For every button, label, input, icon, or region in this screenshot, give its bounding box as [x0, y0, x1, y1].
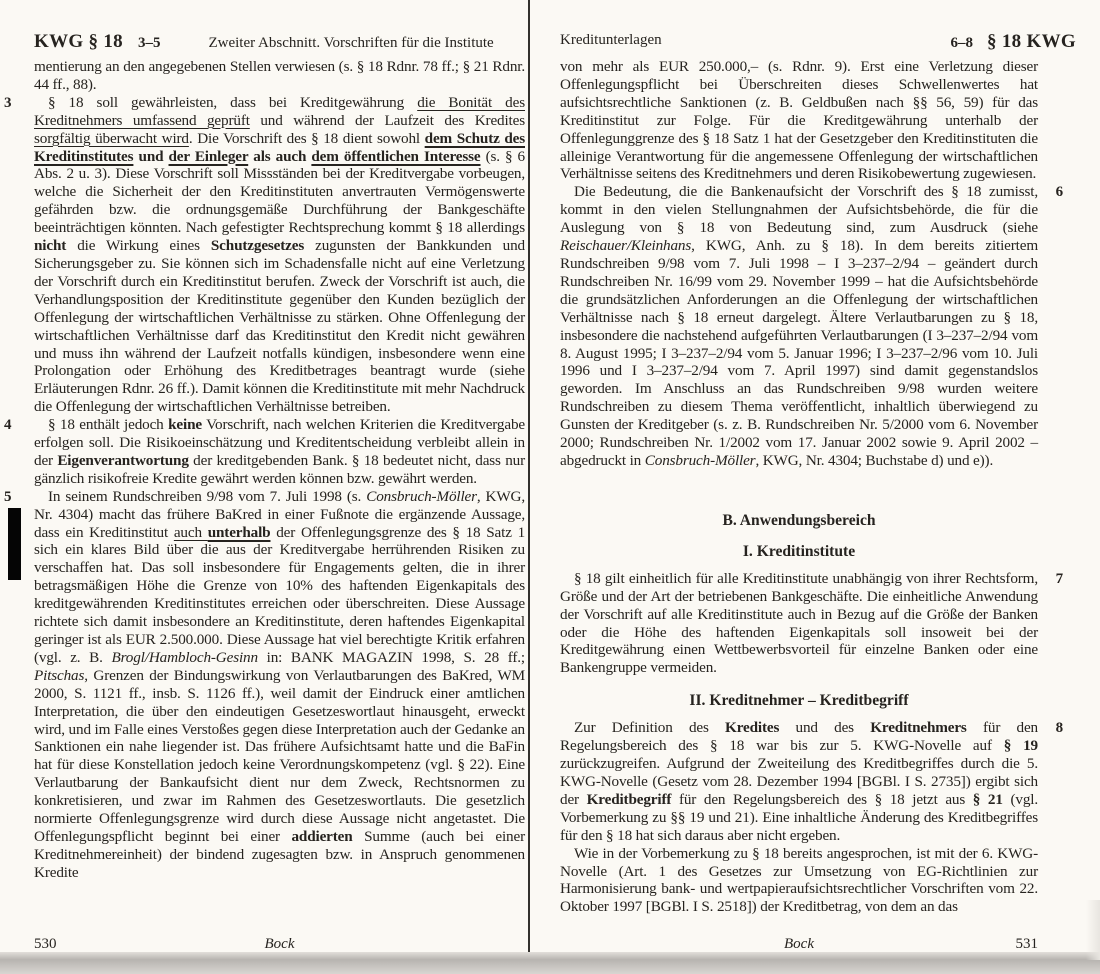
- paragraph-8: 8 Zur Definition des Kredites und des Kreditnehmers für den Regelungsbereich des § 18 war bis zur 5. KWG-Novelle auf § 19 zurückzugreifen. Aufgrund der Zweiteilung des Kreditbegriffes durch die 5. KWG-Novelle (Gesetz vom 28. Dezember 1994 [BGBl. I S. 2735]) ergibt sich der Kreditbegriff für den Regelungsbereich des § 18 jetzt aus § 21 (vgl. Vorbemerkung zu §§ 19 und 21). Eine inhaltliche Änderung des Kreditbegriffes für den § 18 hat sich daraus aber nicht ergeben.: [560, 719, 1063, 844]
- change-marker-bar: [8, 508, 21, 580]
- paragraph-last: Wie in der Vorbemerkung zu § 18 bereits angesprochen, ist mit der 6. KWG-Novelle (Art. 1 des Gesetzes zur Umsetzung von EG-Richtlinien zur Harmonisierung bank- und wertpapieraufsichtsrechtlicher Vorschriften vom 22. Oktober 1997 [BGBl. I S. 2518]) der Kreditbetrag, von dem an das: [560, 844, 1038, 916]
- paragraph-6: 6 Die Bedeutung, die die Bankenaufsicht der Vorschrift des § 18 zumisst, kommt in den vielen Stellungnahmen der Aufsichtsbehörde, die für die Auslegung von § 18 von Bedeutung sind, zum Ausdruck (siehe Reischauer/Kleinhans, KWG, Anh. zu § 18). In dem bereits zitiertem Rundschreiben 9/98 vom 7. Juli 1998 – I 3–237–2/94 – geändert durch Rundschreiben Nr. 16/99 vom 29. November 1999 – hat die Aufsichtsbehörde die grundsätzlichen Anforderungen an die Offenlegung der wirtschaftlichen Verhältnisse nach § 18 erneut dargelegt. Ältere Verlautbarungen zu § 18, insbesondere die nachstehend aufgeführten Verlautbarungen (I 3–237–2/94 vom 8. August 1995; I 3–237–2/94 vom 5. Januar 1996; I 3–237–2/96 vom 10. Juli 1996 und I 3–237–2/94 vom 7. April 1997) sind damit gegenstandslos geworden. Im Anschluss an das Rundschreiben 9/98 wurden weitere Rundschreiben zu diesem Thema veröffentlicht, inhaltlich überwiegend zu Gunsten der Kreditgeber (s. z. B. Rundschreiben Nr. 5/2000 vom 6. November 2000; Rundschreiben Nr. 1/2002 vom 17. Januar 2002 sowie 9. April 2002 – abgedruckt in Consbruch-Möller, KWG, Nr. 4304; Buchstabe d) und e)).: [560, 183, 1063, 469]
- paragraph-4: 4 § 18 enthält jedoch keine Vorschrift, nach welchen Kriterien die Kreditvergabe erfolgen soll. Die Risikoeinschätzung und Kreditentscheidung verbleibt allein in der Eigenverantwortung der kreditgebenden Bank. § 18 bedeutet nicht, dass nur gänzlich risikofreie Kredite gewährt werden können bzw. gewährt werden.: [4, 416, 525, 487]
- kwg-paragraph-code: § 18 KWG: [987, 31, 1076, 52]
- right-page: [531, 0, 1100, 974]
- margin-number-7: 7: [1055, 570, 1063, 587]
- right-page-footer: [560, 936, 1038, 953]
- margin-number-range: 3–5: [137, 35, 161, 51]
- kwg-paragraph-code: KWG § 18: [34, 31, 123, 52]
- scan-shadow-bottom: [0, 952, 1100, 974]
- section-heading-anwendungsbereich: B. Anwendungsbereich: [722, 511, 876, 529]
- paragraph-7: 7 § 18 gilt einheitlich für alle Kreditinstitute unabhängig von ihrer Rechtsform, Größe und der Art der betriebenen Bankgeschäfte. Die einheitliche Anwendung der Vorschrift auf alle Kreditinstitute auch in Bezug auf die Größe der Banken oder die Höhe des haftenden Eigenkapitals soll insoweit bei der Kreditgewährung einen Wettbewerbsvorteil für einzelne Banken oder eine Bankengruppe vermeiden.: [560, 569, 1063, 677]
- running-head-chapter: Kreditunterlagen: [560, 32, 662, 48]
- page-gutter-divider: [528, 0, 530, 952]
- paragraph-continuation: von mehr als EUR 250.000,– (s. Rdnr. 9). Erst eine Verletzung dieser Offenlegungspflicht bei Überschreiten dieses Schwellenwertes hat aufsichtsrechtliche Sanktionen (z. B. Geldbußen nach §§ 56, 59) für das Kreditinstitut zur Folge. Für die Kreditgewährung unterhalb der Offenlegunggrenze des § 18 Satz 1 hat der Gesetzgeber den Kreditinstituten die alleinige Verantwortung für die angemessene Offenlegung der wirtschaftlichen Verhältnisse seitens des Kreditnehmers und deren Risikobewertung zugewiesen.: [560, 58, 1038, 183]
- left-page: [0, 0, 529, 974]
- margin-number-6: 6: [1055, 184, 1063, 201]
- right-page-body: [560, 58, 1063, 916]
- left-page-body: [4, 58, 526, 882]
- margin-number-range: 6–8: [950, 35, 974, 51]
- author-name: Bock: [784, 936, 814, 952]
- running-head-section-title: Zweiter Abschnitt. Vorschriften für die Institute: [208, 35, 494, 51]
- paragraph-3: 3 § 18 soll gewährleisten, dass bei Kreditgewährung die Bonität des Kreditnehmers umfassend geprüft und während der Laufzeit des Kredites sorgfältig überwacht wird. Die Vorschrift des § 18 dient sowohl dem Schutz des Kreditinstitutes und der Einleger als auch dem öffentlichen Interesse (s. § 6 Abs. 2 u. 3). Diese Vorschrift soll Missständen bei der Kreditvergabe vorbeugen, welche die Sicherheit der den Kreditinstituten anvertrauten Vermögenswerte gefährden bzw. die ordnungsgemäße Durchführung der Bankgeschäfte beeinträchtigen könnten. Nach gefestigter Rechtsprechung kommt § 18 allerdings nicht die Wirkung eines Schutzgesetzes zugunsten der Bankkunden und Sicherungsgeber zu. Sie können sich im Schadensfalle nicht auf eine Verletzung der Vorschrift durch ein Kreditinstitut berufen. Zweck der Vorschrift ist auch, die Verhandlungsposition der Kreditinstitute gegenüber den Kunden bezüglich der Offenlegung der wirtschaftlichen Verhältnisse zu stärken. Ohne Offenlegung der wirtschaftlichen Verhältnisse darf das Kreditinstitut den Kredit nicht gewähren und muss ihn während der Laufzeit notfalls kündigen, insbesondere wenn eine Prolongation oder Erhöhung des Kreditbetrages beantragt wurde (siehe Erläuterungen Rdnr. 26 ff.). Damit können die Kreditinstitute mit mehr Nachdruck die Offenlegung der wirtschaftlichen Verhältnisse betreiben.: [4, 93, 526, 416]
- section-heading-kreditnehmer: II. Kreditnehmer – Kreditbegriff: [689, 692, 909, 710]
- section-heading-kreditinstitute: I. Kreditinstitute: [742, 542, 856, 560]
- scan-shadow-corner: [1086, 900, 1100, 960]
- margin-number-5: 5: [4, 488, 12, 505]
- page-number-531: 531: [1015, 936, 1038, 952]
- left-page-footer: [34, 936, 525, 953]
- margin-number-3: 3: [4, 94, 12, 111]
- margin-number-8: 8: [1055, 720, 1063, 737]
- margin-number-4: 4: [4, 417, 12, 434]
- right-page-header: [531, 31, 1100, 53]
- paragraph-5: 5 In seinem Rundschreiben 9/98 vom 7. Juli 1998 (s. Consbruch-Möller, KWG, Nr. 4304) macht das frühere BaKred in einer Fußnote die ergänzende Aussage, dass ein Kreditinstitut auch unterhalb der Offenlegungsgrenze des § 18 Satz 1 sich ein klares Bild über die aus der Kreditvergabe herrührenden Risiken zu verschaffen hat. Das soll insbesondere für Engagements gelten, die in ihrer betragsmäßigen Höhe die Grenze von 10% des haftenden Eigenkapitals des kreditgewährenden Kreditinstitutes erreichen oder überschreiten. Diese Aussage richtete sich damit insbesondere an Kreditinstitute, deren haftendes Eigenkapital geringer ist als EUR 2.500.000. Diese Aussage hat viel berechtigte Kritik erfahren (vgl. z. B. Brogl/Hambloch-Gesinn in: BANK MAGAZIN 1998, S. 28 ff.; Pitschas, Grenzen der Bindungswirkung von Verlautbarungen des BaKred, WM 2000, S. 1121 ff., insb. S. 1126 ff.), weil damit der Eindruck einer amtlichen Interpretation, die über den eindeutigen Gesetzeswortlaut hinausgeht, erweckt wird, und im Falle eines Verstoßes gegen diese Interpretation auch der Gedanke an Sanktionen ein nahe liegender ist. Das frühere Aufsichtsamt hatte und die BaFin hat für diese Konstellation jedoch keine Verordnungskompetenz (vgl. § 22). Eine Verlautbarung der Bankaufsicht dient nur dem Zweck, Rechtsnormen zu konkretisieren, und zwar im Rahmen des Gesetzeswortlauts. Die gesetzlich normierte Offenlegungsgrenze wird durch diese Aussage nicht angetastet. Die Offenlegungspflicht beginnt bei einer addierten Summe (auch bei einer Kreditnehmereinheit) der bindend zugesagten bzw. in Anspruch genommenen Kredite: [4, 487, 526, 881]
- page-number-530: 530: [34, 936, 57, 952]
- paragraph-continuation-intro: mentierung an den angegebenen Stellen verwiesen (s. § 18 Rdnr. 78 ff.; § 21 Rdnr. 44 ff., 88).: [34, 58, 525, 93]
- left-page-header: [0, 31, 529, 53]
- author-name: Bock: [264, 936, 295, 952]
